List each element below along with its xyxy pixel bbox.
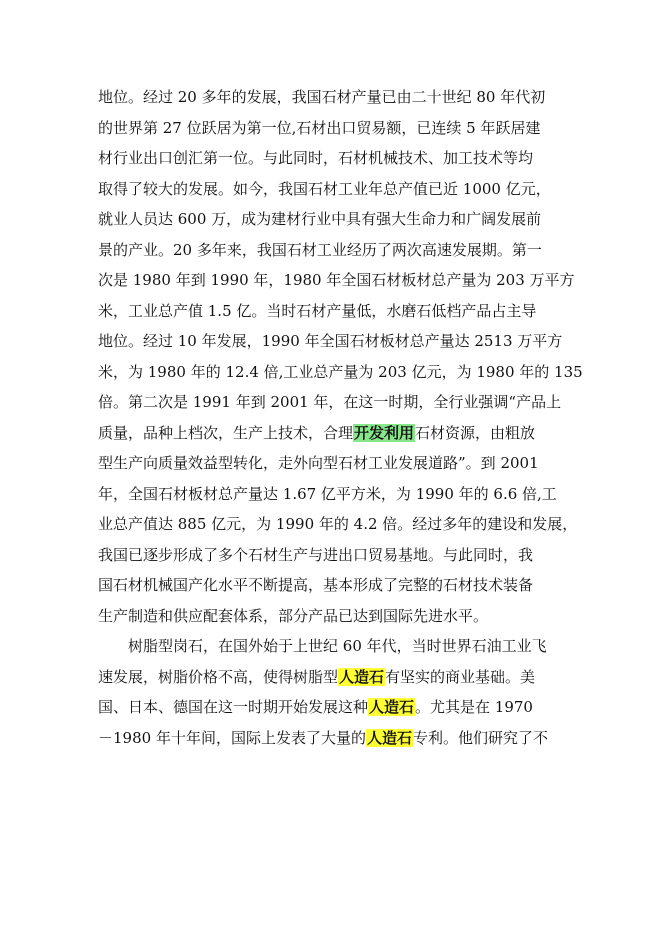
text-segment: 专利。他们研究了不 [412, 728, 548, 747]
text-segment: 石材资源，由粗放 [415, 423, 536, 442]
text-segment: 速发展，树脂价格不高，使得树脂型 [98, 667, 339, 686]
text-line: 就业人员达 600 万，成为建材行业中具有强大生命力和广阔发展前 [98, 210, 542, 228]
text-line: 型生产向质量效益型转化，走外向型石材工业发展道路”。到 2001 [98, 454, 539, 472]
text-segment: 国、日本、德国在这一时期开始发展这种 [98, 698, 369, 716]
text-line: 次是 1980 年到 1990 年，1980 年全国石材板材总产量为 203 万平方 [98, 271, 575, 289]
text-line: 我国已逐步形成了多个石材生产与进出口贸易基地。与此同时，我 [98, 545, 534, 564]
text-segment: 。尤其是在 1970 [415, 698, 533, 716]
text-line: 的世界第 27 位跃居为第一位,石材出口贸易额，已连续 5 年跃居建 [98, 118, 541, 137]
text-line: 倍。第二次是 1991 年到 2001 年，在这一时期，全行业强调“产品上 [98, 393, 562, 411]
text-segment: 有坚实的商业基础。美 [385, 667, 536, 686]
text-line: 国石材机械国产化水平不断提高，基本形成了完整的石材技术装备 [98, 576, 534, 594]
text-segment: 质量，品种上档次，生产上技术，合理 [98, 423, 354, 442]
text-line: 材行业出口创汇第一位。与此同时，石材机械技术、加工技术等均 [98, 149, 534, 167]
text-line: 米，为 1980 年的 12.4 倍,工业总产量为 203 亿元，为 1980 年的 135 [98, 362, 583, 381]
text-line: 米，工业总产值 1.5 亿。当时石材产量低，水磨石低档产品占主导 [98, 301, 537, 320]
text-line: 地位。经过 20 多年的发展，我国石材产量已由二十世纪 80 年代初 [98, 88, 546, 106]
text-line: 景的产业。20 多年来，我国石材工业经历了两次高速发展期。第一 [98, 240, 542, 259]
text-line: 年，全国石材板材总产量达 1.67 亿平方米，为 1990 年的 6.6 倍,工 [98, 484, 557, 503]
highlighted-term: 人造石 [339, 667, 385, 686]
highlighted-term: 人造石 [369, 698, 415, 716]
text-line [98, 692, 564, 723]
text-line: 生产制造和供应配套体系，部分产品已达到国际先进水平。 [98, 606, 489, 625]
text-line: 业总产值达 885 亿元，为 1990 年的 4.2 倍。经过多年的建设和发展， [98, 515, 578, 533]
text-line [98, 723, 564, 754]
highlighted-term: 开发利用 [354, 423, 415, 442]
text-line: 取得了较大的发展。如今，我国石材工业年总产值已近 1000 亿元， [98, 179, 551, 198]
text-segment: －1980 年十年间，国际上发表了大量的 [98, 728, 366, 747]
text-line [98, 418, 564, 449]
text-line [98, 662, 564, 693]
body-text [98, 82, 583, 753]
text-line: 地位。经过 10 年发展，1990 年全国石材板材总产量达 2513 万平方 [98, 332, 563, 350]
highlighted-term: 人造石 [366, 728, 412, 747]
text-line: 树脂型岗石，在国外始于上世纪 60 年代，当时世界石油工业飞 [128, 637, 547, 655]
